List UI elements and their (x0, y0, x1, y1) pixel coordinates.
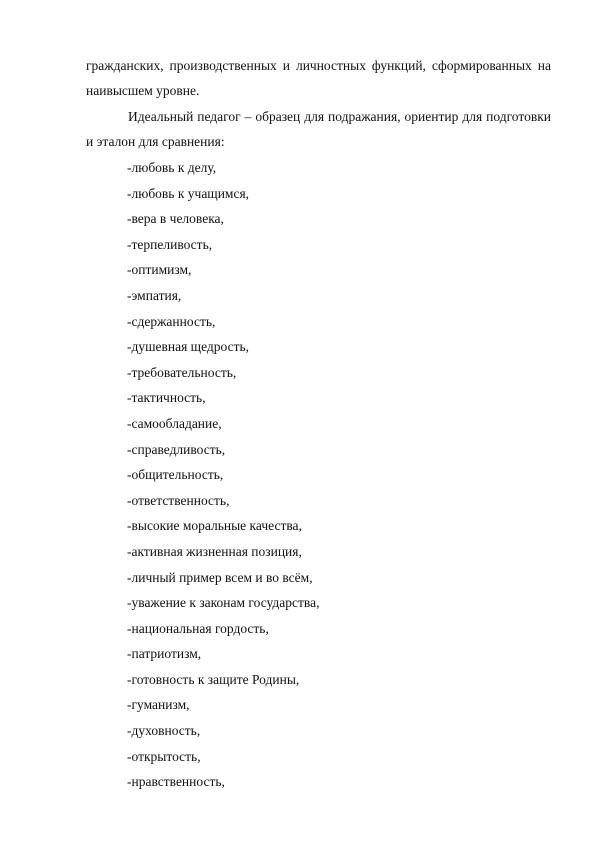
list-item: -активная жизненная позиция, (127, 543, 302, 559)
list-item: -эмпатия, (127, 287, 182, 303)
list-item: -терпеливость, (127, 236, 213, 252)
list-item: -уважение к законам государства, (127, 595, 320, 611)
list-item: -сдержанность, (127, 313, 216, 329)
list-item: -патриотизм, (127, 646, 202, 662)
list-item: -гуманизм, (127, 697, 190, 713)
list-item: -любовь к учащимся, (127, 185, 250, 201)
list-item: -требовательность, (127, 364, 237, 380)
qualities-list (127, 155, 319, 795)
list-item: -душевная щедрость, (127, 339, 250, 355)
list-item: -любовь к делу, (127, 160, 217, 175)
list-item: -готовность к защите Родины, (127, 671, 300, 687)
list-item: -открытость, (127, 748, 201, 764)
list-item: -ответственность, (127, 492, 230, 508)
list-item: -личный пример всем и во всём, (127, 569, 313, 585)
list-item: -общительность, (127, 467, 224, 483)
list-item: -вера в человека, (127, 211, 224, 227)
paragraph-continuation: гражданских, производственных и личностных функций, сформированных на наивысшем уровне. (86, 58, 551, 98)
list-item: -самообладание, (127, 415, 222, 431)
list-item: -высокие моральные качества, (127, 518, 302, 534)
list-item: -нравственность, (127, 774, 225, 790)
list-item: -тактичность, (127, 390, 206, 406)
list-item: -справедливость, (127, 441, 226, 457)
list-item: -национальная гордость, (127, 620, 269, 636)
list-item: -духовность, (127, 723, 201, 739)
paragraph-ideal-teacher: Идеальный педагог – образец для подражания, ориентир для подготовки и эталон для сравнения: (86, 109, 551, 149)
list-item: -оптимизм, (127, 262, 192, 278)
